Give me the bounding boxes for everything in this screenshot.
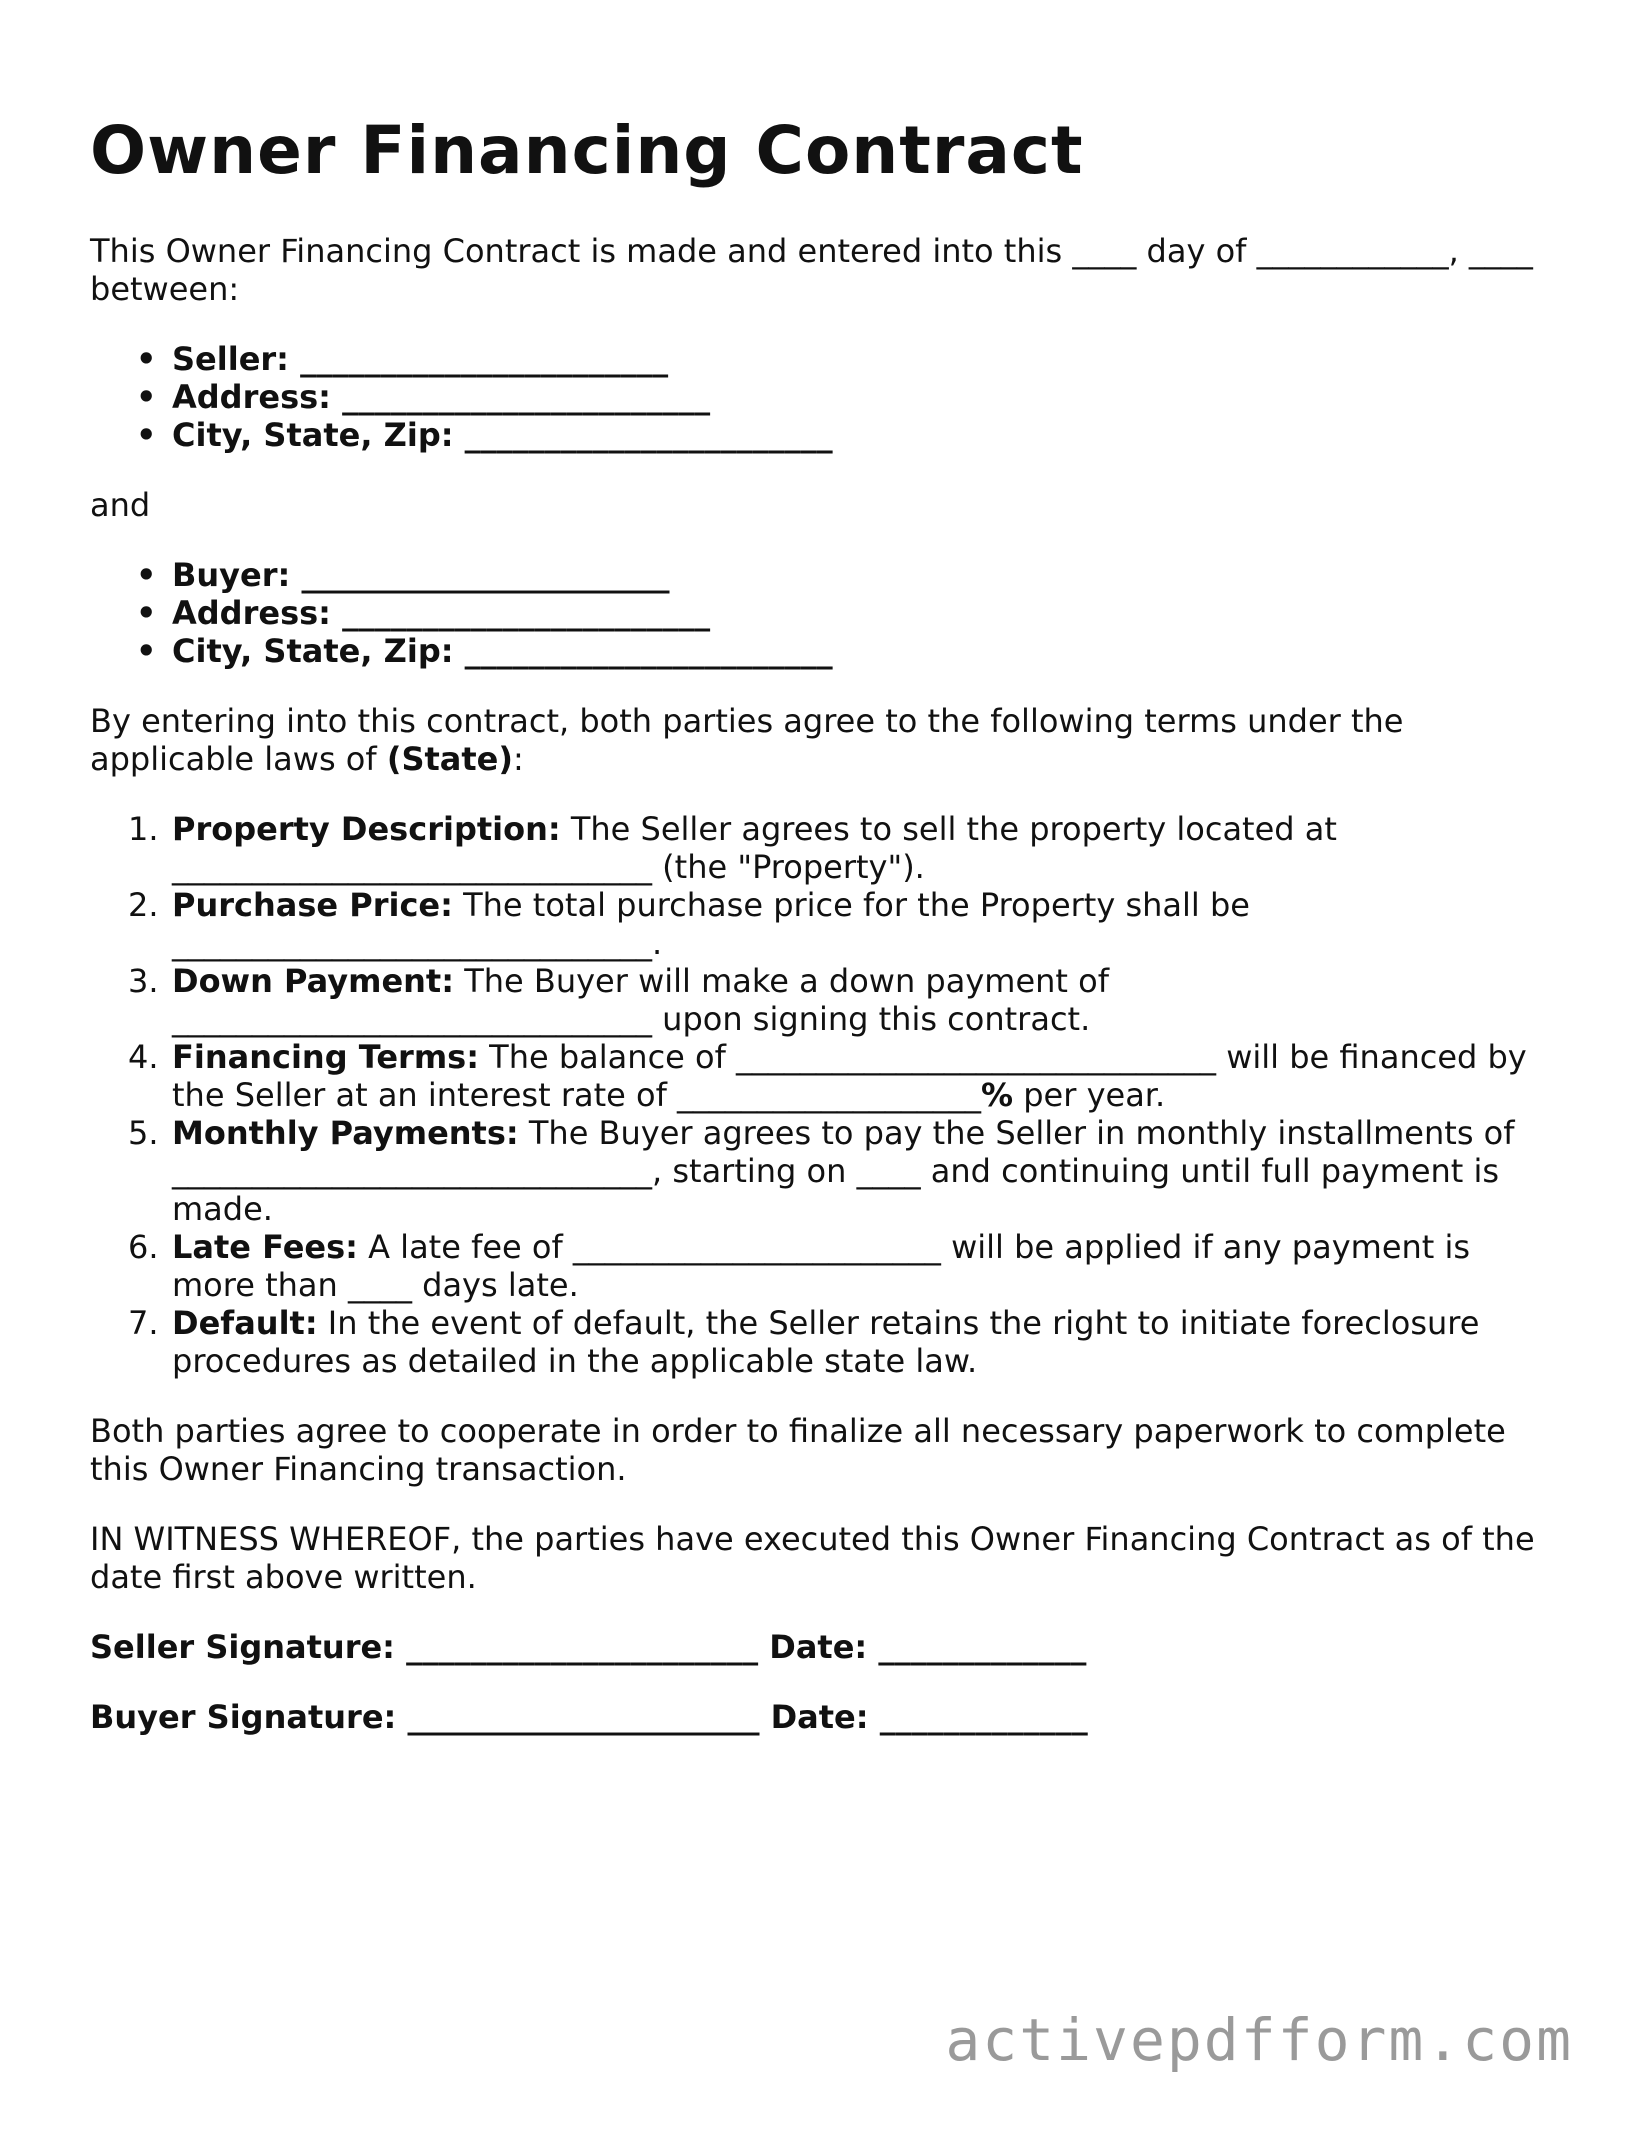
watermark: activepdfform.com bbox=[945, 2006, 1573, 2074]
term-label: Monthly Payments: bbox=[172, 1114, 519, 1152]
term-number: 4. bbox=[128, 1038, 159, 1076]
seller-fields-list bbox=[90, 340, 1560, 454]
term-text[interactable]: The Seller agrees to sell the property located at ______________________________ (the "Property"). bbox=[172, 810, 1337, 886]
percent-sign: % bbox=[981, 1076, 1014, 1114]
buyer-signature-line[interactable]: Buyer Signature: ______________________ Date: _____________ bbox=[90, 1698, 1088, 1736]
agreement-colon: : bbox=[513, 740, 524, 778]
term-label: Purchase Price: bbox=[172, 886, 453, 924]
buyer-name-field[interactable]: • Buyer: _______________________ bbox=[172, 556, 1560, 594]
term-purchase-price bbox=[128, 886, 1560, 962]
term-text[interactable]: A late fee of _______________________ will be applied if any payment is more than ____ days late. bbox=[172, 1228, 1471, 1304]
buyer-city-state-zip-field[interactable]: • City, State, Zip: _______________________ bbox=[172, 632, 1560, 670]
seller-name-field[interactable]: • Seller: _______________________ bbox=[172, 340, 1560, 378]
term-number: 3. bbox=[128, 962, 159, 1000]
buyer-fields-list bbox=[90, 556, 1560, 670]
term-number: 7. bbox=[128, 1304, 159, 1342]
term-text: In the event of default, the Seller retains the right to initiate foreclosure procedures as detailed in the applicable state law. bbox=[172, 1304, 1480, 1380]
term-label: Down Payment: bbox=[172, 962, 455, 1000]
page-title: Owner Financing Contract bbox=[90, 112, 1084, 189]
term-text[interactable]: The total purchase price for the Property shall be ______________________________. bbox=[172, 886, 1250, 962]
term-label: Default: bbox=[172, 1304, 318, 1342]
seller-signature-line[interactable]: Seller Signature: ______________________ Date: _____________ bbox=[90, 1628, 1087, 1666]
term-label: Late Fees: bbox=[172, 1228, 358, 1266]
term-property-description bbox=[128, 810, 1560, 886]
seller-address-field[interactable]: • Address: _______________________ bbox=[172, 378, 1560, 416]
term-number: 2. bbox=[128, 886, 159, 924]
term-number: 6. bbox=[128, 1228, 159, 1266]
term-financing-terms bbox=[128, 1038, 1560, 1114]
terms-list bbox=[90, 810, 1560, 1380]
cooperation-paragraph: Both parties agree to cooperate in order to finalize all necessary paperwork to complete this Owner Financing transaction. bbox=[90, 1412, 1506, 1488]
witness-paragraph: IN WITNESS WHEREOF, the parties have executed this Owner Financing Contract as of the date first above written. bbox=[90, 1520, 1535, 1596]
term-text[interactable]: The Buyer agrees to pay the Seller in monthly installments of ______________________________, starting on ____ and continuing until full payment is made. bbox=[172, 1114, 1515, 1228]
term-number: 1. bbox=[128, 810, 159, 848]
term-default bbox=[128, 1304, 1560, 1380]
term-down-payment bbox=[128, 962, 1560, 1038]
agreement-text: By entering into this contract, both parties agree to the following terms under the applicable laws of bbox=[90, 702, 1404, 778]
document-page bbox=[90, 110, 1560, 1768]
term-text-after: per year. bbox=[1013, 1076, 1166, 1114]
term-label: Financing Terms: bbox=[172, 1038, 479, 1076]
term-text[interactable]: The Buyer will make a down payment of ______________________________ upon signing this contract. bbox=[172, 962, 1109, 1038]
term-number: 5. bbox=[128, 1114, 159, 1152]
agreement-paragraph bbox=[90, 702, 1560, 778]
term-text[interactable]: The balance of ______________________________ will be financed by the Seller at an interest rate of ___________________ bbox=[172, 1038, 1527, 1114]
intro-paragraph: This Owner Financing Contract is made and entered into this ____ day of ____________, ____ between: bbox=[90, 232, 1533, 308]
term-late-fees bbox=[128, 1228, 1560, 1304]
and-connector: and bbox=[90, 486, 151, 524]
seller-city-state-zip-field[interactable]: • City, State, Zip: _______________________ bbox=[172, 416, 1560, 454]
state-placeholder: (State) bbox=[386, 740, 513, 778]
term-label: Property Description: bbox=[172, 810, 561, 848]
buyer-address-field[interactable]: • Address: _______________________ bbox=[172, 594, 1560, 632]
term-monthly-payments bbox=[128, 1114, 1560, 1228]
